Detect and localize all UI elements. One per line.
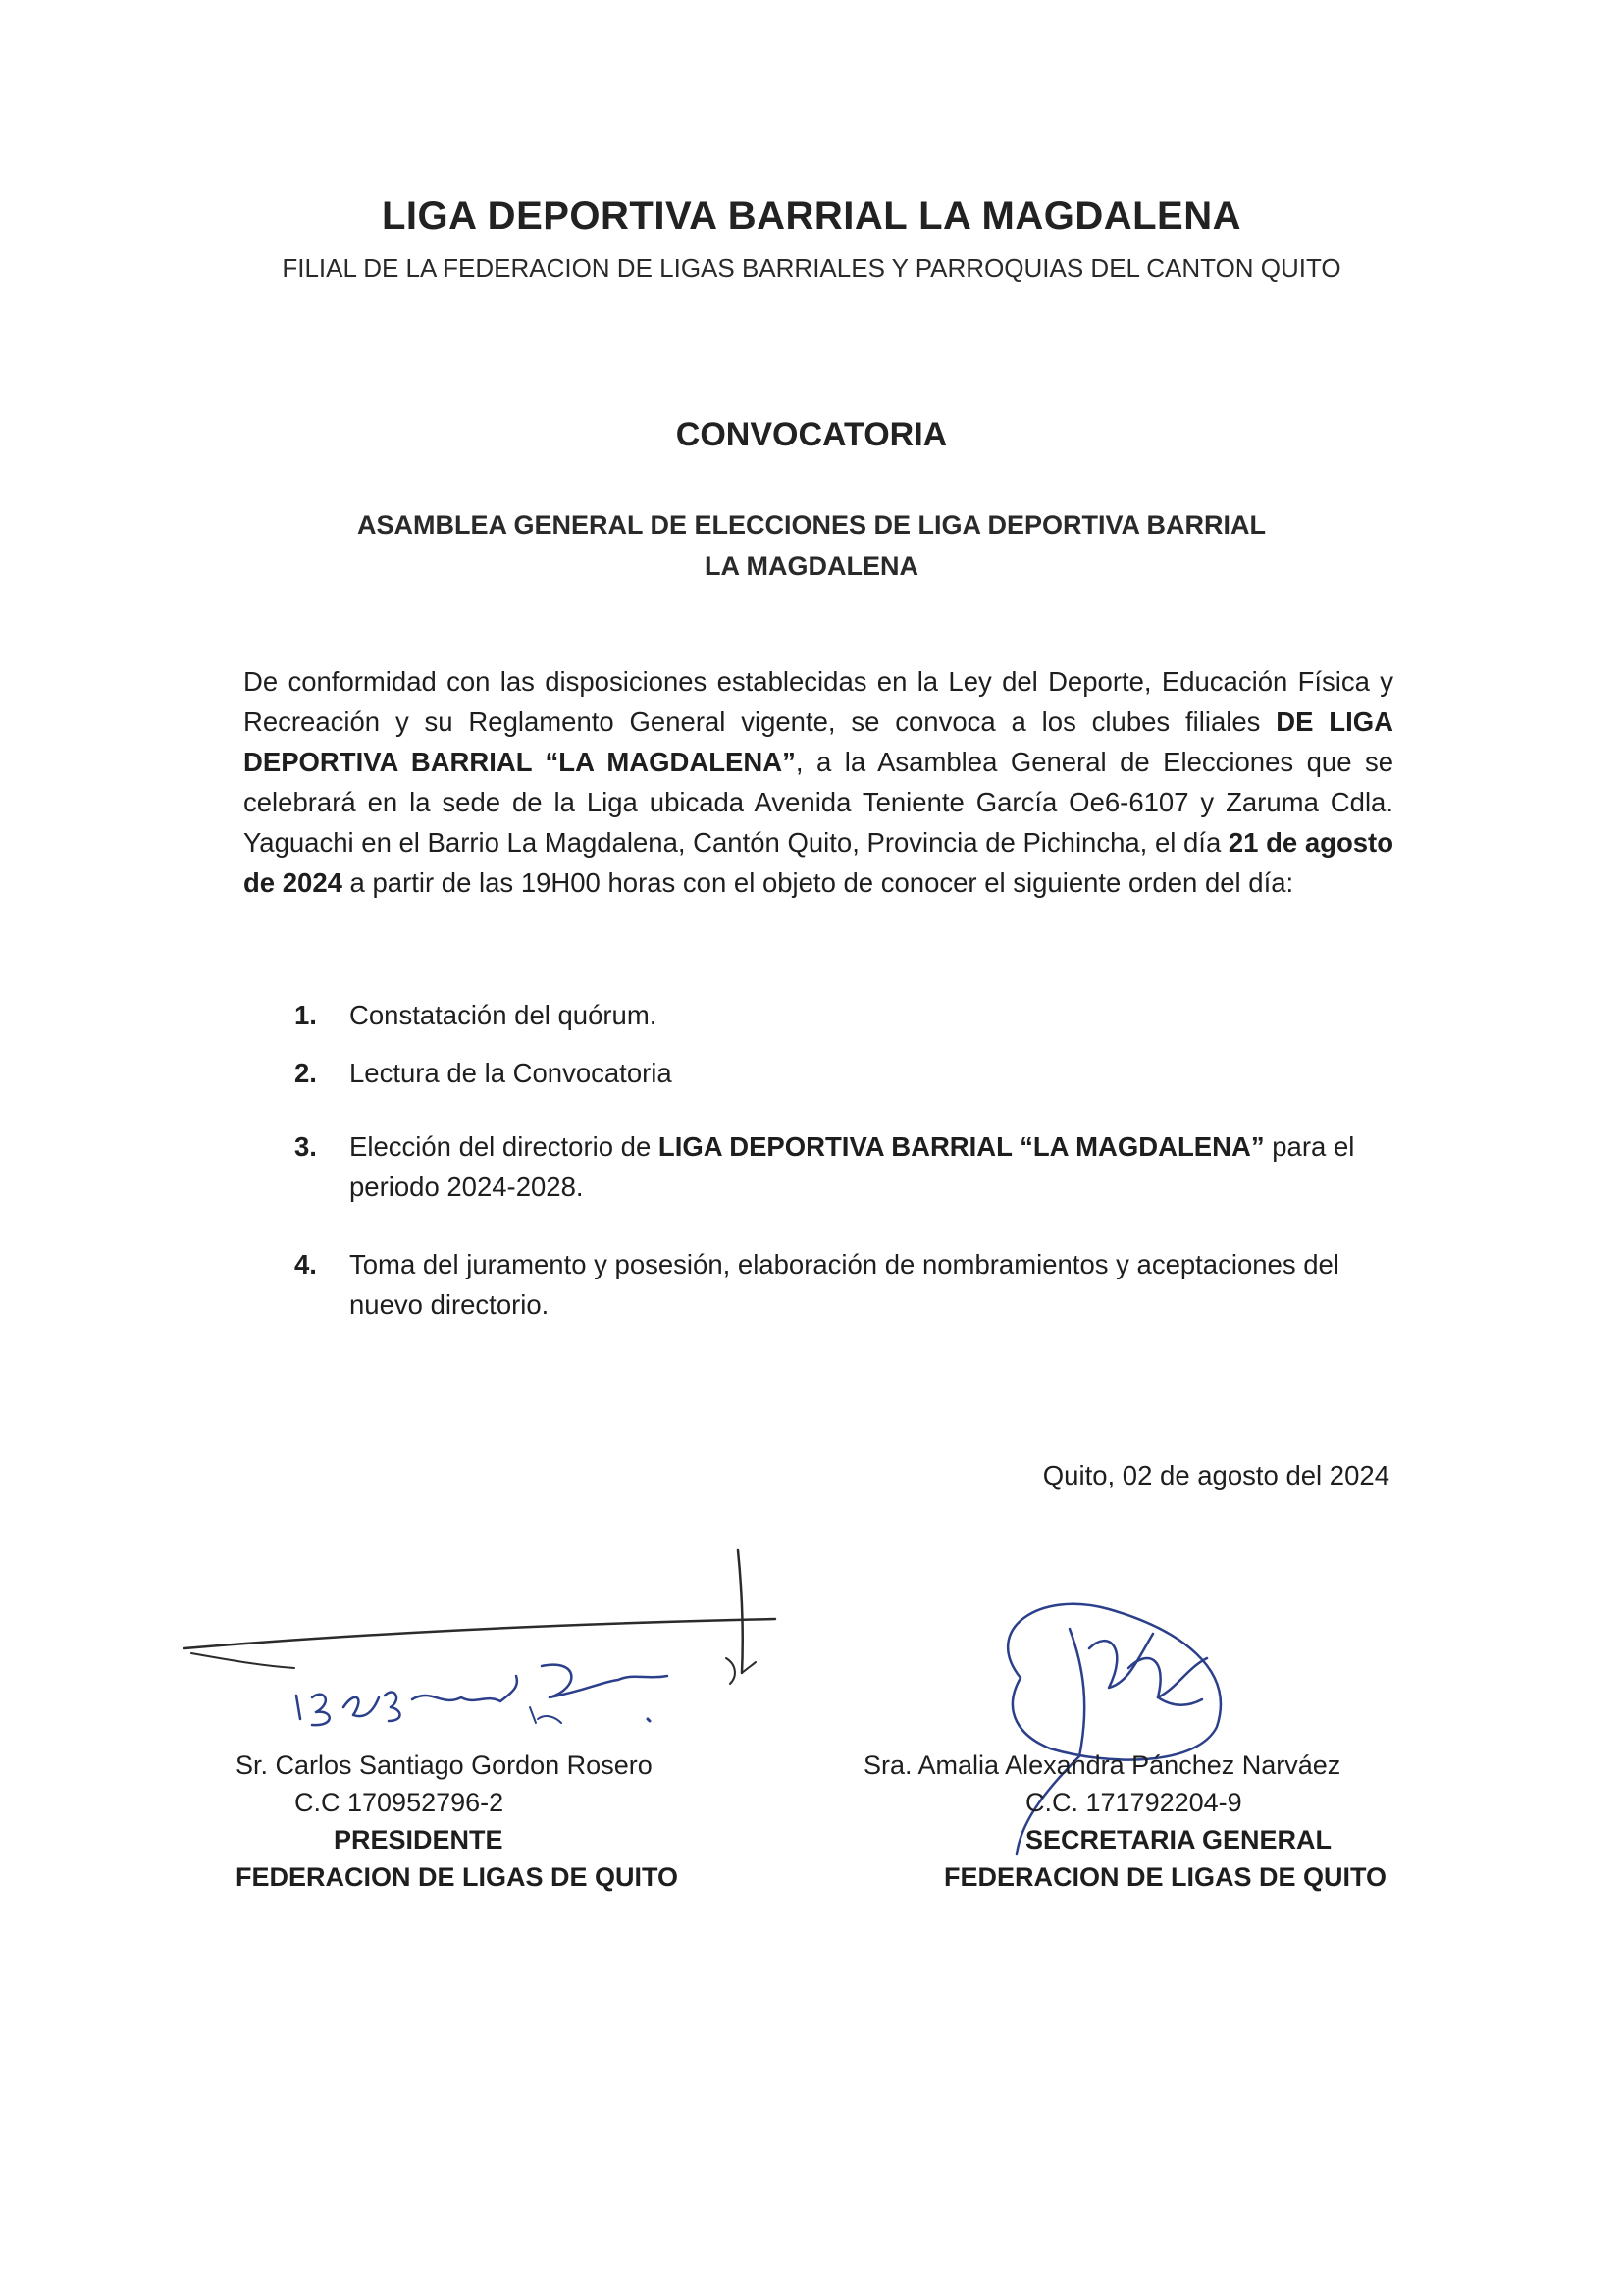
right-signature-block bbox=[864, 1747, 1393, 1896]
right-signer-role: SECRETARIA GENERAL bbox=[1025, 1825, 1333, 1854]
left-signature-block bbox=[236, 1747, 707, 1896]
right-signer-name: Sra. Amalia Alexandra Pánchez Narváez bbox=[864, 1750, 1341, 1780]
league-title: LIGA DEPORTIVA BARRIAL LA MAGDALENA bbox=[382, 194, 1241, 237]
left-signer-role: PRESIDENTE bbox=[334, 1825, 503, 1854]
agenda-item-number: 3. bbox=[294, 1131, 317, 1162]
assembly-heading-line1: ASAMBLEA GENERAL DE ELECCIONES DE LIGA DEPORTIVA BARRIAL bbox=[356, 510, 1267, 540]
paragraph-text-2: , a la Asamblea General de Elecciones que se celebrará en la sede de la Liga ubicada Avenida Teniente García Oe6-6107 y Zaruma Cdla. Yaguachi en el Barrio La Magdalena, Cantón Quito, Provincia de Pichincha, el día bbox=[243, 747, 1393, 858]
agenda-item-number: 2. bbox=[294, 1058, 317, 1088]
right-signer-org: FEDERACION DE LIGAS DE QUITO bbox=[944, 1862, 1387, 1892]
assembly-heading-line2: LA MAGDALENA bbox=[705, 551, 918, 581]
agenda-item-text: Elección del directorio de bbox=[349, 1131, 658, 1162]
convocation-paragraph bbox=[243, 661, 1393, 903]
left-signer-id: C.C 170952796-2 bbox=[294, 1788, 504, 1817]
agenda-item bbox=[294, 1244, 1403, 1325]
left-signer-org: FEDERACION DE LIGAS DE QUITO bbox=[236, 1862, 679, 1892]
agenda-item bbox=[294, 1126, 1403, 1207]
agenda-item-text: Toma del juramento y posesión, elaboración de nombramientos y aceptaciones del nuevo directorio. bbox=[349, 1249, 1339, 1320]
paragraph-bold-2: 21 de agosto de 2024 bbox=[243, 827, 1393, 898]
left-signer-name: Sr. Carlos Santiago Gordon Rosero bbox=[236, 1750, 653, 1780]
paragraph-text-3: a partir de las 19H00 horas con el objeto de conocer el siguiente orden del día: bbox=[341, 867, 1294, 898]
agenda-item-text: Lectura de la Convocatoria bbox=[349, 1058, 672, 1088]
left-signature-icon bbox=[184, 1550, 775, 1725]
agenda-item-bold: LIGA DEPORTIVA BARRIAL “LA MAGDALENA” bbox=[657, 1131, 1265, 1162]
place-date: Quito, 02 de agosto del 2024 bbox=[1042, 1460, 1389, 1490]
league-subtitle: FILIAL DE LA FEDERACION DE LIGAS BARRIALES Y PARROQUIAS DEL CANTON QUITO bbox=[282, 253, 1341, 283]
agenda-item-number: 4. bbox=[294, 1249, 317, 1279]
agenda-list bbox=[294, 995, 1403, 1325]
paragraph-bold-1: DE LIGA DEPORTIVA BARRIAL “LA MAGDALENA” bbox=[243, 706, 1393, 777]
convocatoria-heading: CONVOCATORIA bbox=[675, 416, 948, 453]
agenda-item-text-end: para el periodo 2024-2028. bbox=[349, 1131, 1355, 1202]
agenda-item bbox=[294, 1053, 1403, 1093]
right-signer-id: C.C. 171792204-9 bbox=[1025, 1788, 1242, 1817]
assembly-heading bbox=[0, 504, 1623, 587]
agenda-item bbox=[294, 995, 1403, 1035]
agenda-item-text: Constatación del quórum. bbox=[349, 1000, 657, 1030]
paragraph-text-1: De conformidad con las disposiciones establecidas en la Ley del Deporte, Educación Física y Recreación y su Reglamento General vigente, se convoca a los clubes filiales bbox=[243, 666, 1393, 737]
agenda-item-number: 1. bbox=[294, 1000, 317, 1030]
